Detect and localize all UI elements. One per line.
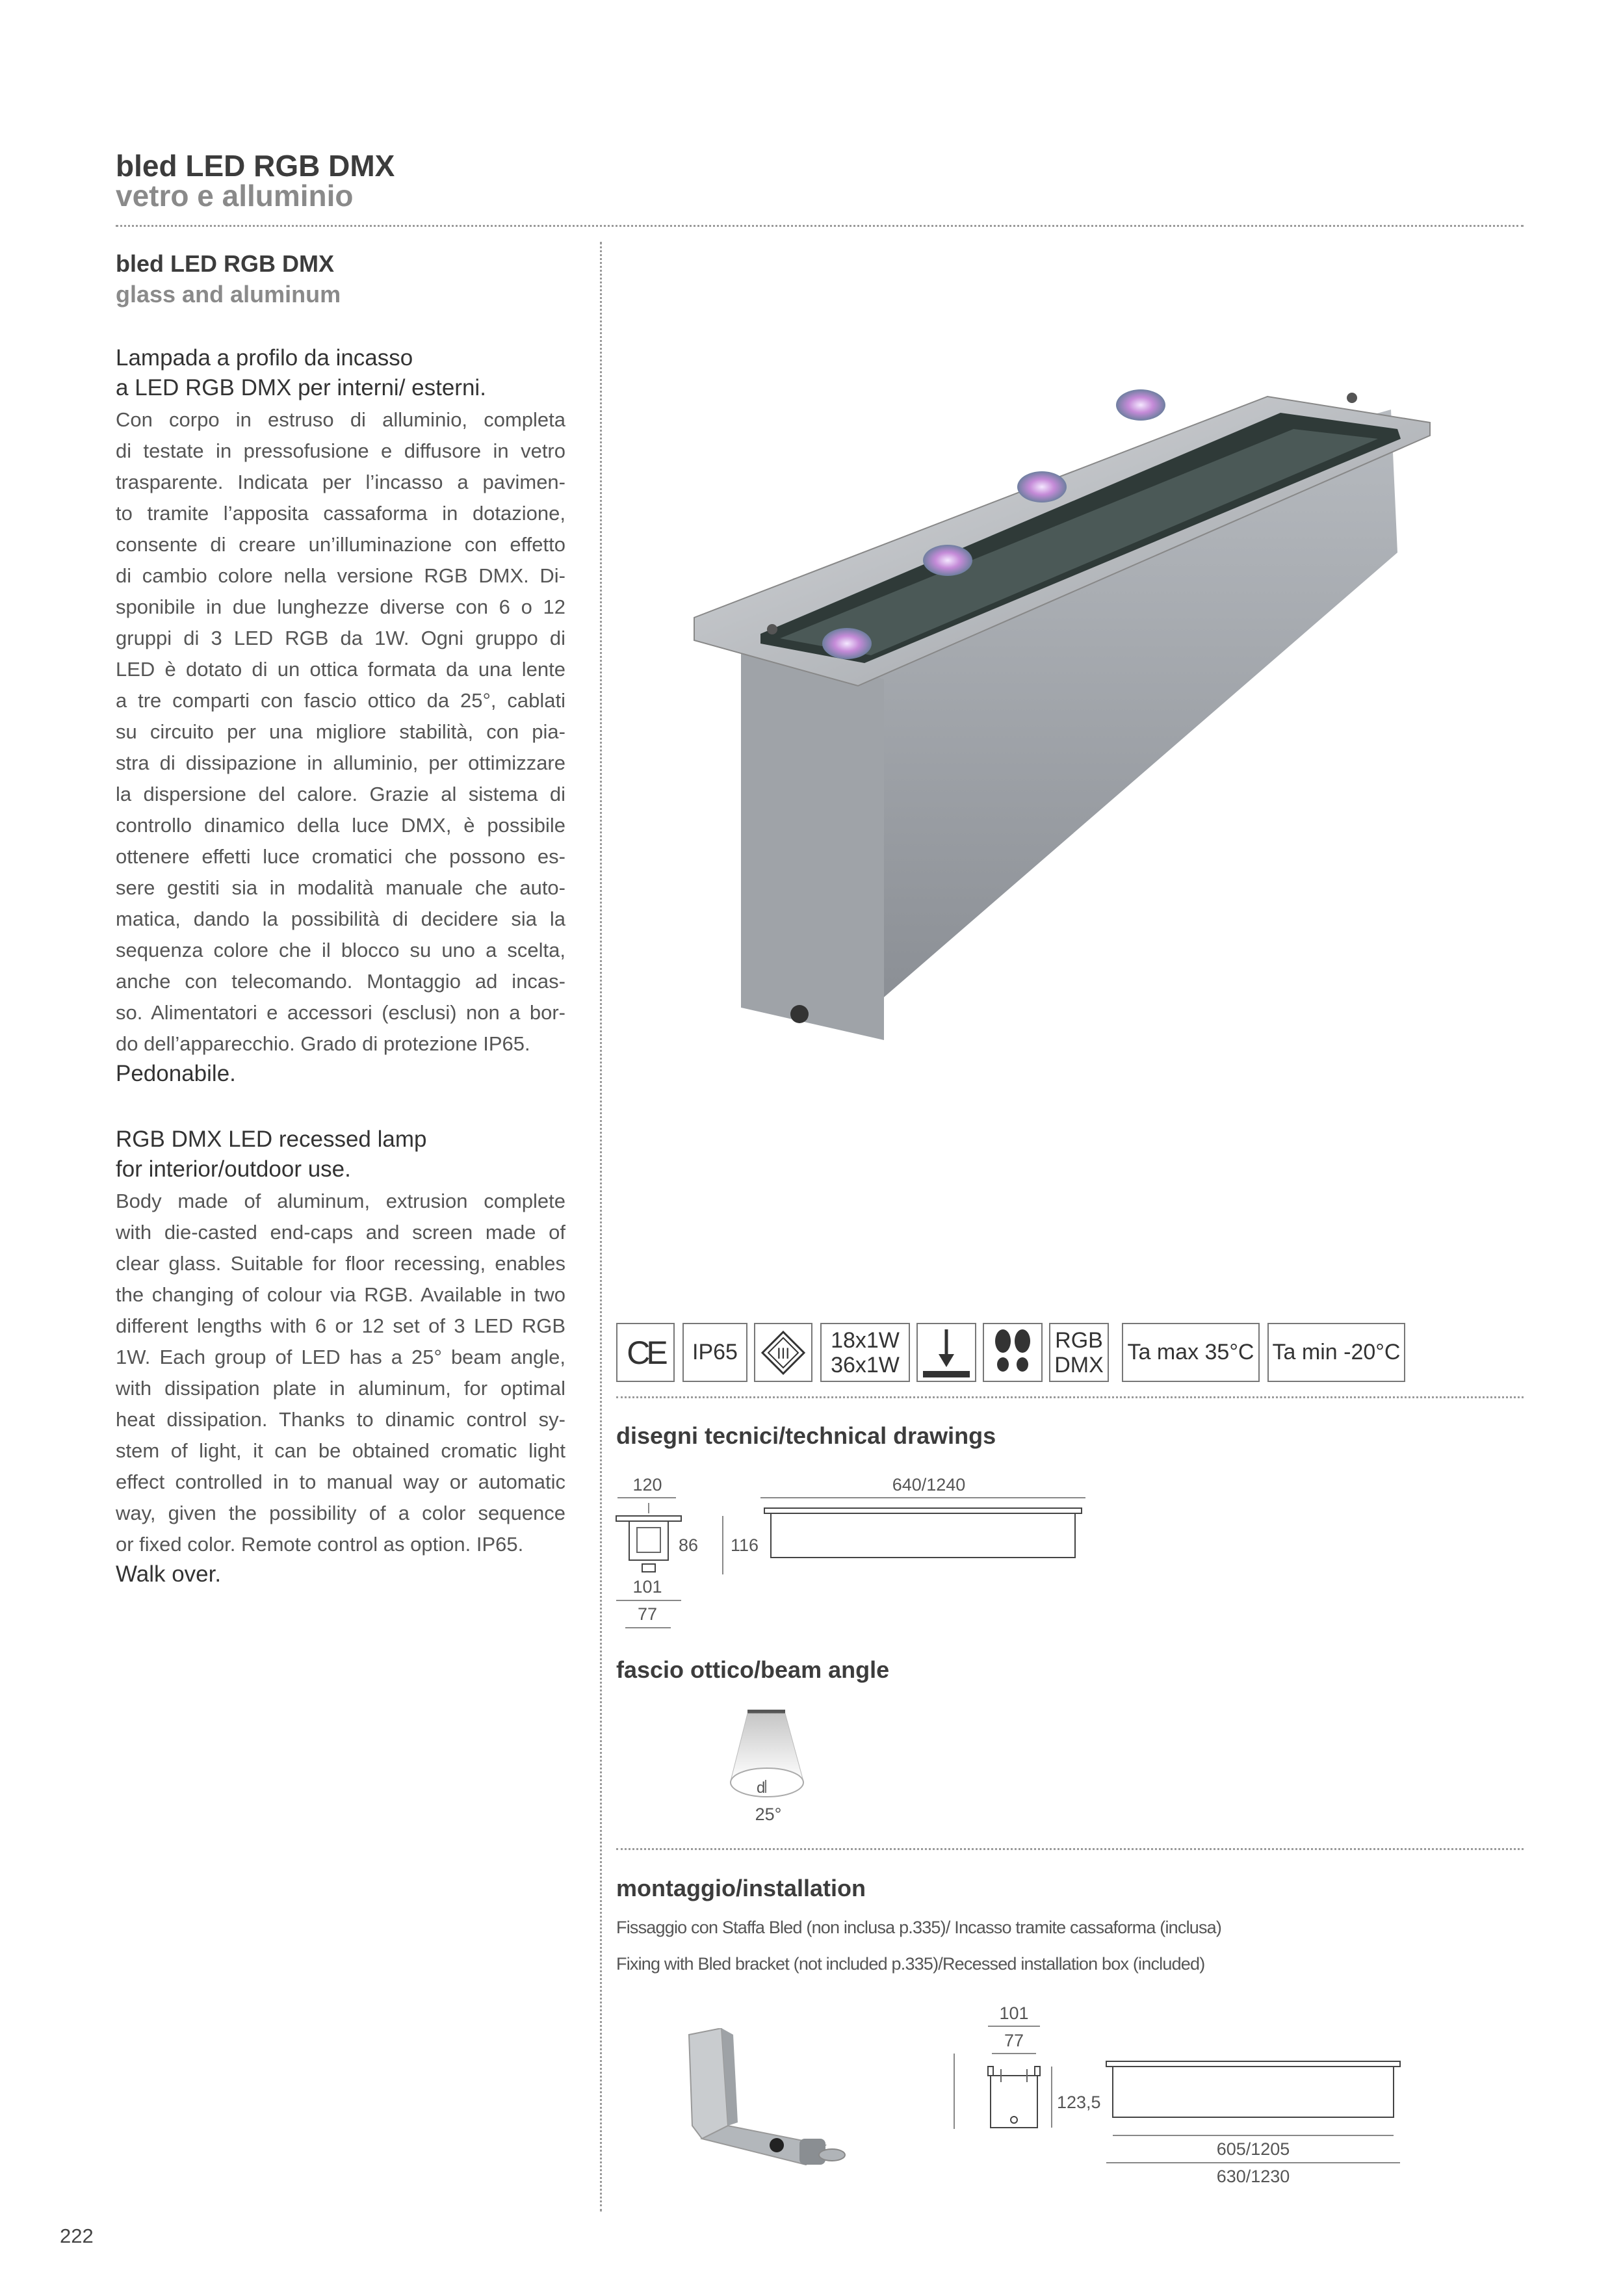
en-body-line: with die-casted end-caps and screen made of [116,1221,565,1244]
it-body-line: consente di creare un’illuminazione con effetto [116,533,565,556]
en-walk-over: Walk over. [116,1561,222,1587]
technical-drawing [611,1469,1105,1638]
en-body-line: Body made of aluminum, extrusion complete [116,1190,565,1212]
screw [767,624,777,634]
it-body-line: di testate in pressofusione e diffusore in vetro [116,439,565,462]
en-body-line: the changing of colour via RGB. Available in two [116,1283,565,1306]
it-lead-line: a LED RGB DMX per interni/ esterni. [116,375,486,400]
screw [1347,393,1357,403]
it-body-line: trasparente. Indicata per l’incasso a pavimen- [116,471,565,493]
cable-gland [790,1005,809,1023]
it-body-line: gruppi di 3 LED RGB da 1W. Ogni gruppo di [116,627,565,649]
header-divider [116,225,1524,227]
it-body-line: controllo dinamico della luce DMX, è possibile [116,814,565,837]
installation-text-it: Fissaggio con Staffa Bled (non inclusa p.335)/ Incasso tramite cassaforma (inclusa) [616,1918,1222,1937]
beam-d-label: d [757,1779,766,1797]
ta-min-badge [1267,1323,1405,1382]
dim-101: 101 [632,1577,662,1597]
beam-divider [616,1848,1524,1850]
it-body-line: do dell’apparecchio. Grado di protezione IP65. [116,1032,530,1055]
rgb-label: RGB [1055,1327,1103,1353]
it-body-line: su circuito per una migliore stabilità, con pia- [116,720,565,743]
it-body-line: stra di dissipazione in alluminio, per ottimizzare [116,751,565,774]
it-body-line: to tramite l’apposita cassaforma in dotazione, [116,502,565,525]
led-group-1 [822,628,872,659]
it-body-line: LED è dotato di un ottica formata da una lente [116,658,565,681]
ta-min-label: Ta min -20°C [1272,1340,1401,1364]
installation-heading: montaggio/installation [616,1875,866,1901]
dim-length: 640/1240 [892,1475,966,1494]
it-body-line: matica, dando la possibilità di decidere sia la [116,907,565,930]
it-body-line: Con corpo in estruso di alluminio, completa [116,408,565,431]
ce-mark [616,1323,675,1382]
dmx-label: DMX [1054,1352,1104,1377]
ta-max-label: Ta max 35°C [1127,1340,1254,1364]
en-body-line: way, given the possibility of a color sequence [116,1502,565,1524]
technical-drawings-heading: disegni tecnici/technical drawings [616,1422,996,1449]
installation-drawing [949,1999,1443,2194]
led-group-4 [1116,389,1165,421]
install-dim-101: 101 [999,2003,1029,2023]
walkable-icon [983,1323,1043,1382]
italian-description [116,343,565,1087]
dim-77: 77 [637,1604,658,1624]
en-body-line: effect controlled in to manual way or automatic [116,1470,565,1493]
installation-text-en: Fixing with Bled bracket (not included p.335)/Recessed installation box (included) [616,1954,1205,1974]
en-body-line: or fixed color. Remote control as option. IP65. [116,1533,524,1556]
lamp-body-front [741,640,884,1040]
column-divider [600,242,602,2211]
en-body-line: different lengths with 6 or 12 set of 3 LED RGB [116,1314,565,1337]
it-body-line: sequenza colore che il blocco su uno a scelta, [116,939,565,961]
it-walkable: Pedonabile. [116,1061,236,1086]
footprints-symbol [990,1328,1035,1377]
en-body-line: heat dissipation. Thanks to dinamic control sy- [116,1408,565,1431]
en-body-line: clear glass. Suitable for floor recessing, enables [116,1252,565,1275]
install-dim-605: 605/1205 [1216,2139,1290,2159]
en-body-line: with dissipation plate in aluminum, for optimal [116,1377,565,1400]
install-dim-123: 123,5 [1057,2093,1101,2112]
power-6-led: 18x1W [831,1327,900,1353]
class-iii-icon [754,1323,812,1382]
led-group-2 [923,545,972,576]
it-body-line: di cambio colore nella versione RGB DMX. Di- [116,564,565,587]
dim-86: 86 [679,1535,699,1555]
power-rating [820,1323,910,1382]
power-12-led: 36x1W [831,1352,900,1377]
dim-120: 120 [632,1475,662,1494]
install-dim-77: 77 [1004,2031,1024,2050]
it-body-line: sponibile in due lunghezze diverse con 6 o 12 [116,595,565,618]
it-body-line: so. Alimentatori e accessori (esclusi) non a bor- [116,1001,565,1024]
it-body-line: la dispersione del calore. Grazie al sistema di [116,783,565,805]
ce-label: CE [627,1334,664,1371]
beam-angle-diagram [721,1703,812,1827]
ip-rating [682,1323,747,1382]
icons-divider [616,1396,1524,1398]
en-body-line: 1W. Each group of LED has a 25° beam angle, [116,1346,565,1368]
en-body-line: stem of light, it can be obtained cromatic light [116,1439,565,1462]
product-material: glass and aluminum [116,281,341,307]
ip-label: IP65 [692,1340,738,1364]
it-body-line: ottenere effetti luce cromatici che possono es- [116,845,565,868]
recessed-arrow-symbol [920,1327,972,1379]
it-body-line: anche con telecomando. Montaggio ad incas- [116,970,565,993]
en-lead-line: for interior/outdoor use. [116,1156,351,1182]
bracket-image [682,2028,864,2178]
it-body-line: a tre comparti con fascio ottico da 25°, cablati [116,689,565,712]
page-title: bled LED RGB DMX [116,149,395,183]
it-lead-line: Lampada a profilo da incasso [116,345,413,371]
led-group-3 [1017,471,1067,502]
product-name: bled LED RGB DMX [116,250,335,277]
en-lead-line: RGB DMX LED recessed lamp [116,1127,427,1152]
svg-text:III: III [776,1344,790,1363]
ta-max-badge [1122,1323,1260,1382]
it-body-line: sere gestiti sia in modalità manuale che auto- [116,876,565,899]
recessed-icon [916,1323,976,1382]
english-description [116,1125,565,1587]
install-dim-630: 630/1230 [1216,2167,1290,2186]
dim-116: 116 [731,1535,759,1555]
beam-angle-value: 25° [755,1805,782,1824]
page-subtitle: vetro e alluminio [116,179,354,213]
page-number: 222 [60,2224,94,2247]
rgb-dmx-badge [1049,1323,1109,1382]
product-image [682,384,1449,1060]
class-iii-symbol [760,1330,806,1376]
beam-angle-heading: fascio ottico/beam angle [616,1656,890,1683]
